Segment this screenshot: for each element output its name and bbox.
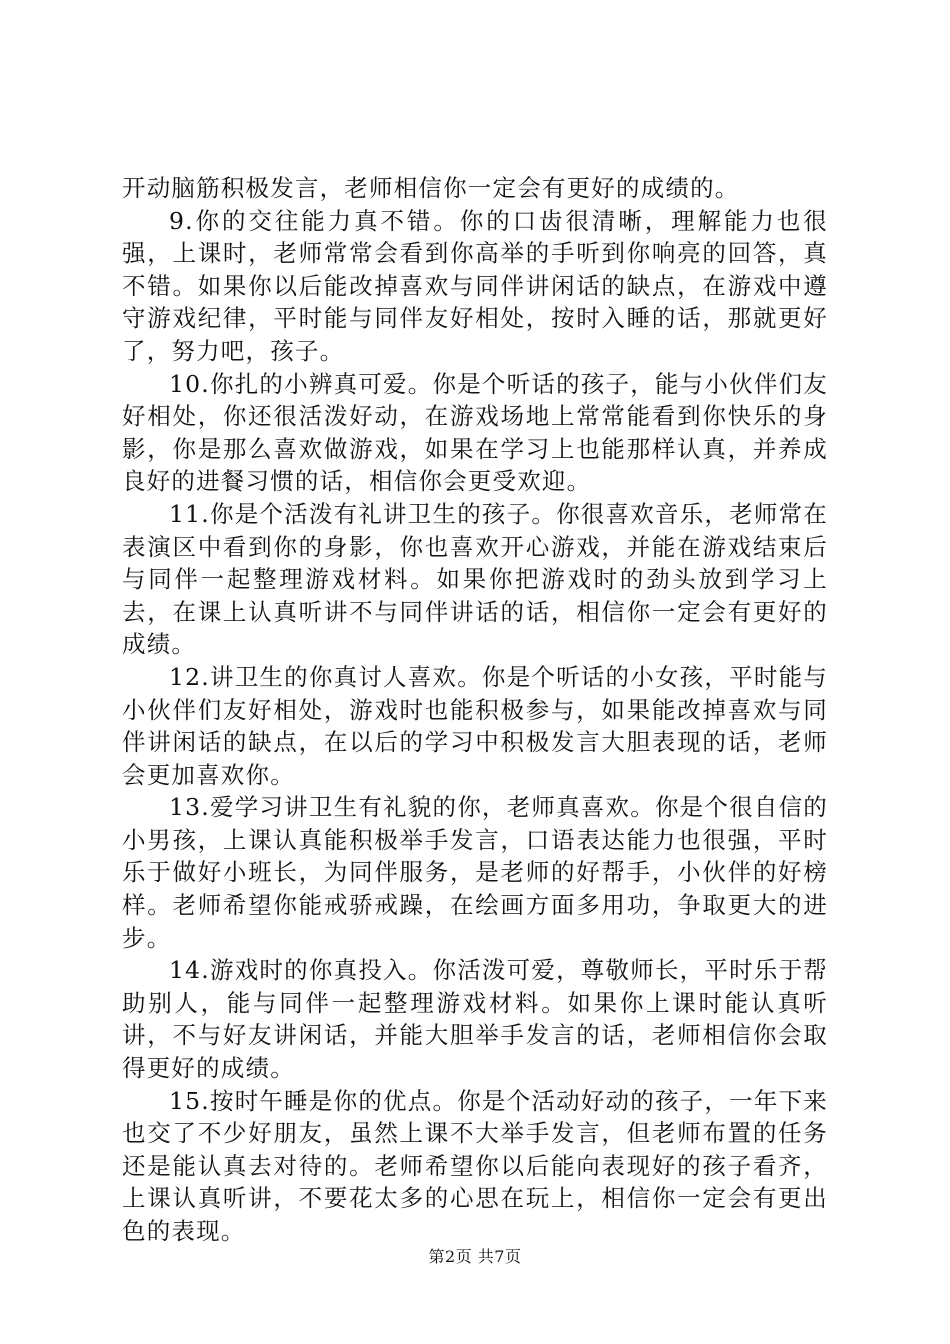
paragraph-item-9: 9.你的交往能力真不错。你的口齿很清晰，理解能力也很强，上课时，老师常常会看到你高举的手听到你响亮的回答，真不错。如果你以后能改掉喜欢与同伴讲闲话的缺点，在游戏中遵守游戏纪律，平时能与同伴友好相处，按时入睡的话，那就更好了，努力吧，孩子。 — [122, 206, 828, 365]
paragraph-item-13: 13.爱学习讲卫生有礼貌的你，老师真喜欢。你是个很自信的小男孩，上课认真能积极举手发言，口语表达能力也很强，平时乐于做好小班长，为同伴服务，是老师的好帮手，小伙伴的好榜样。老师希望你能戒骄戒躁，在绘画方面多用功，争取更大的进步。 — [122, 793, 828, 952]
document-body — [122, 172, 828, 1248]
paragraph-item-10: 10.你扎的小辨真可爱。你是个听话的孩子，能与小伙伴们友好相处，你还很活泼好动，在游戏场地上常常能看到你快乐的身影，你是那么喜欢做游戏，如果在学习上也能那样认真，并养成良好的进餐习惯的话，相信你会更受欢迎。 — [122, 369, 828, 496]
paragraph-item-11: 11.你是个活泼有礼讲卫生的孩子。你很喜欢音乐，老师常在表演区中看到你的身影，你也喜欢开心游戏，并能在游戏结束后与同伴一起整理游戏材料。如果你把游戏时的劲头放到学习上去，在课上认真听讲不与同伴讲话的话，相信你一定会有更好的成绩。 — [122, 499, 828, 659]
paragraph-item-14: 14.游戏时的你真投入。你活泼可爱，尊敬师长，平时乐于帮助别人，能与同伴一起整理游戏材料。如果你上课时能认真听讲，不与好友讲闲话，并能大胆举手发言的话，老师相信你会取得更好的成绩。 — [122, 956, 828, 1083]
paragraph-item-12: 12.讲卫生的你真讨人喜欢。你是个听话的小女孩，平时能与小伙伴们友好相处，游戏时也能积极参与，如果能改掉喜欢与同伴讲闲话的缺点，在以后的学习中积极发言大胆表现的话，老师会更加喜欢你。 — [122, 662, 828, 789]
page-number-footer: 第2页 共7页 — [428, 1247, 522, 1266]
paragraph-item-15: 15.按时午睡是你的优点。你是个活动好动的孩子，一年下来也交了不少好朋友，虽然上课不大举手发言，但老师布置的任务还是能认真去对待的。老师希望你以后能向表现好的孩子看齐，上课认真听讲，不要花太多的心思在玩上，相信你一定会有更出色的表现。 — [122, 1086, 828, 1245]
paragraph-continuation: 开动脑筋积极发言，老师相信你一定会有更好的成绩的。 — [122, 174, 740, 202]
